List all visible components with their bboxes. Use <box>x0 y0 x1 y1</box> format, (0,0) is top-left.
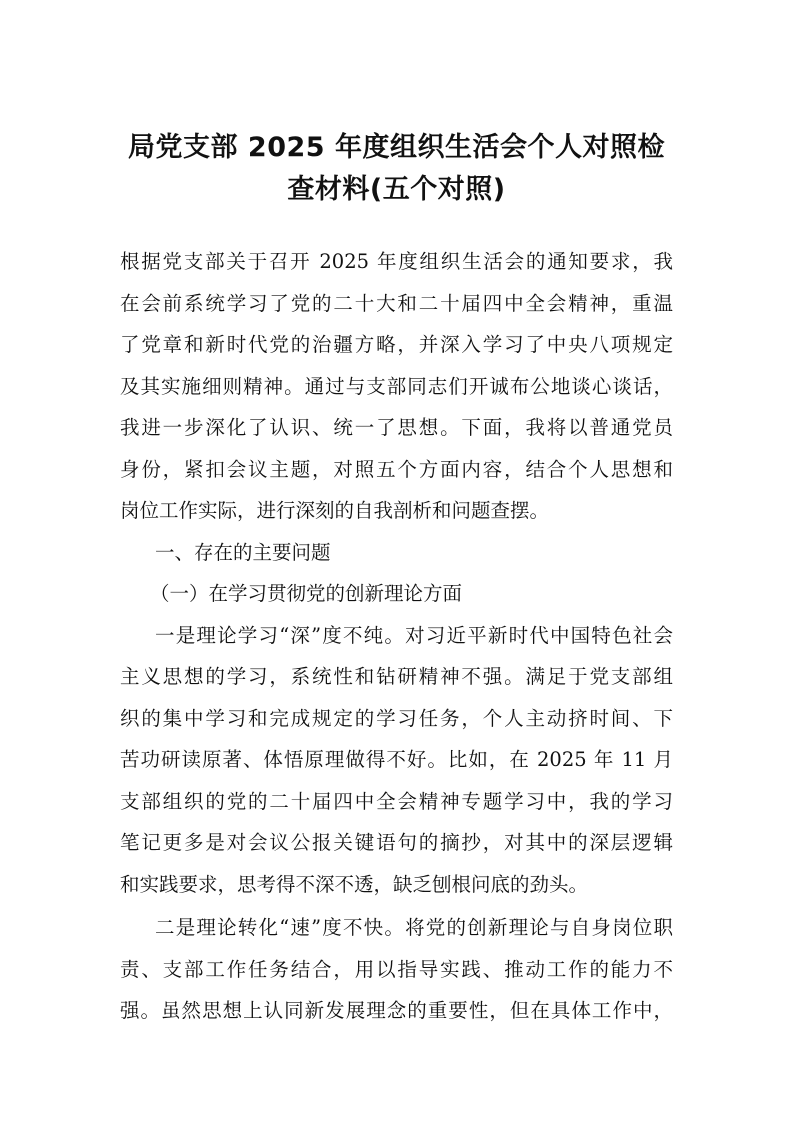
intro-paragraph <box>120 241 673 532</box>
text-line: 一是理论学习“深”度不纯。对习近平新时代中国特色社会 <box>155 623 673 647</box>
document-title-line-2: 查材料(五个对照) <box>287 174 506 205</box>
text-line: 织的集中学习和完成规定的学习任务，个人主动挤时间、下 <box>120 706 673 730</box>
text-line: 和实践要求，思考得不深不透，缺乏刨根问底的劲头。 <box>120 872 589 896</box>
text-line: 我进一步深化了认识、统一了思想。下面，我将以普通党员 <box>120 416 673 439</box>
subsection-heading: （一）在学习贯彻党的创新理论方面 <box>150 582 463 605</box>
text-line: 苦功研读原著、体悟原理做得不好。比如，在 2025 年 11 月 <box>120 748 673 771</box>
text-line: 责、支部工作任务结合，用以指导实践、推动工作的能力不 <box>120 957 673 981</box>
text-line: 及其实施细则精神。通过与支部同志们开诚布公地谈心谈话， <box>120 374 673 398</box>
text-line: 根据党支部关于召开 2025 年度组织生活会的通知要求，我 <box>120 250 673 273</box>
text-line: 在会前系统学习了党的二十大和二十届四中全会精神，重温 <box>120 291 673 315</box>
text-line: 强。虽然思想上认同新发展理念的重要性，但在具体工作中， <box>120 999 673 1022</box>
text-line: 身份，紧扣会议主题，对照五个方面内容，结合个人思想和 <box>120 457 673 481</box>
document-title-line-1: 局党支部 2025 年度组织生活会个人对照检 <box>128 132 665 163</box>
text-line: 笔记更多是对会议公报关键语句的摘抄，对其中的深层逻辑 <box>120 831 673 854</box>
text-line: 支部组织的党的二十届四中全会精神专题学习中，我的学习 <box>120 789 673 813</box>
section-heading: 一、存在的主要问题 <box>155 540 331 564</box>
paragraph-1 <box>120 615 673 906</box>
text-line: 主义思想的学习，系统性和钻研精神不强。满足于党支部组 <box>120 665 673 688</box>
text-line: 了党章和新时代党的治疆方略，并深入学习了中央八项规定 <box>120 333 673 356</box>
text-line: 二是理论转化“速”度不快。将党的创新理论与自身岗位职 <box>155 916 673 939</box>
text-line: 岗位工作实际，进行深刻的自我剖析和问题查摆。 <box>120 499 550 522</box>
document-body <box>120 241 673 1032</box>
paragraph-2 <box>120 907 673 1032</box>
